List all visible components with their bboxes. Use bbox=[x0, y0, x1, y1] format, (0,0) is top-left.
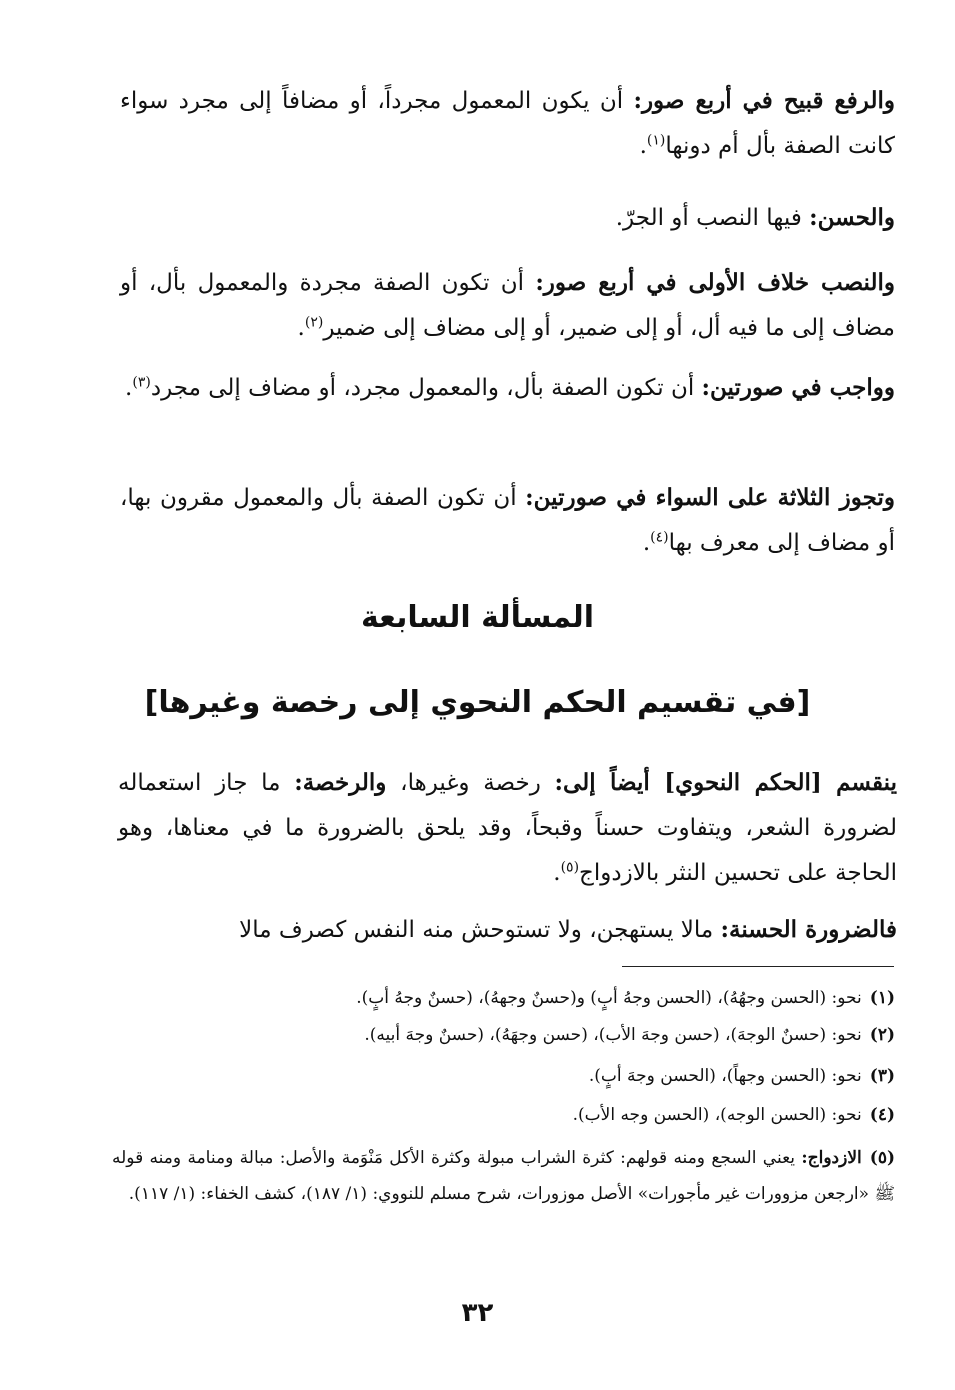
paragraph-end: . bbox=[297, 315, 305, 341]
footnote-text: نحو: (الحسن وجهُهُ)، (الحسن وجهُ أبٍ) و(حسنٌ وجههُ)، (حسنٌ وجهُ أبٍ). bbox=[356, 988, 862, 1008]
paragraph-lead: والرفع قبيح في أربع صور: bbox=[633, 87, 895, 114]
paragraph-thalatha bbox=[120, 475, 895, 566]
paragraph-text: أن تكون الصفة بأل، والمعمول مجرد، أو مضاف إلى مجرد bbox=[150, 375, 702, 401]
paragraph-text: مالا يستهجن، ولا تستوحش منه النفس كصرف مالا bbox=[239, 917, 721, 943]
footnote-1 bbox=[112, 980, 895, 1016]
footnote-number: (١) bbox=[869, 988, 895, 1008]
paragraph-text: رخصة وغيرها، bbox=[386, 770, 555, 796]
footnote-number: (٢) bbox=[869, 1025, 895, 1045]
paragraph-text: أن تكون الصفة بأل والمعمول مقرون بها، أو مضاف إلى معرف بها bbox=[120, 485, 895, 556]
footnote-2 bbox=[112, 1017, 895, 1053]
section-subtitle: [في تقسيم الحكم النحوي إلى رخصة وغيرها] bbox=[144, 685, 811, 720]
paragraph-text: أن تكون الصفة مجردة والمعمول بأل، أو مضاف إلى ما فيه أل، أو إلى ضمير، أو إلى مضاف إلى ضمير bbox=[120, 270, 895, 341]
paragraph-raf bbox=[120, 78, 895, 169]
paragraph-lead: وواجب في صورتين: bbox=[701, 374, 895, 401]
paragraph-lead: والنصب خلاف الأولى في أربع صور: bbox=[535, 269, 895, 296]
page-number: ٣٢ bbox=[461, 1298, 494, 1328]
footnote-ref[interactable]: (٤) bbox=[650, 529, 669, 546]
footnote-separator bbox=[622, 966, 894, 967]
footnote-ref[interactable]: (٣) bbox=[132, 374, 151, 391]
paragraph-end: . bbox=[642, 530, 651, 556]
paragraph-nasb bbox=[120, 260, 895, 351]
paragraph-lead: والحسن: bbox=[809, 204, 895, 231]
paragraph-lead: وتجوز الثلاثة على السواء في صورتين: bbox=[525, 484, 895, 511]
footnote-3 bbox=[112, 1058, 895, 1094]
footnote-text: يعني السجع ومنه قولهم: كثرة الشراب مبولة وكثرة الأكل مَنْوَمة والأصل: مبالة ومنامة ومنه قوله ﷺ «ارجعن مزوورات غير مأجورات» الأصل موزورات، شرح مسلم للنووي: (١/ ١٨٧)، كشف الخفاء: (١/ ١١٧). bbox=[112, 1148, 895, 1204]
footnote-4 bbox=[112, 1097, 895, 1133]
footnote-ref[interactable]: (٢) bbox=[304, 314, 324, 331]
footnote-ref[interactable]: (١) bbox=[646, 132, 666, 149]
paragraph-husn bbox=[120, 195, 895, 241]
paragraph-text: فيها النصب أو الجرّ. bbox=[615, 205, 810, 231]
paragraph-rukhsa bbox=[118, 760, 897, 896]
footnote-text: نحو: (الحسن الوجه)، (الحسن وجه الأب). bbox=[572, 1105, 862, 1125]
footnote-number: (٣) bbox=[869, 1066, 895, 1086]
footnote-number: (٥) bbox=[869, 1148, 895, 1168]
footnote-term: الازدواج: bbox=[801, 1148, 862, 1168]
paragraph-lead: فالضرورة الحسنة: bbox=[720, 916, 897, 943]
footnote-ref[interactable]: (٥) bbox=[560, 859, 580, 876]
footnote-number: (٤) bbox=[869, 1105, 895, 1125]
paragraph-text: أن يكون المعمول مجرداً، أو مضافاً إلى مجرد سواء كانت الصفة بأل أم دونها bbox=[120, 88, 895, 159]
footnote-text: نحو: (الحسن وجهاً)، (الحسن وجهَ أبٍ). bbox=[588, 1066, 862, 1086]
paragraph-term: والرخصة: bbox=[294, 769, 387, 796]
paragraph-text: ما جاز استعماله لضرورة الشعر، ويتفاوت حسناً وقبحاً، وقد يلحق بالضرورة ما في معناها، وهو الحاجة على تحسين النثر بالازدواج bbox=[118, 770, 897, 886]
footnote-text: نحو: (حسنٌ الوجهَ)، (حسن وجهَ الأب)، (حسن وجهَهُ)، (حسنٌ وجهَ أبيه). bbox=[364, 1025, 862, 1045]
paragraph-end: . bbox=[125, 375, 133, 401]
paragraph-darura bbox=[118, 907, 897, 953]
section-title: المسألة السابعة bbox=[360, 600, 595, 635]
paragraph-end: . bbox=[639, 133, 647, 159]
paragraph-wajib bbox=[120, 365, 895, 411]
paragraph-end: . bbox=[553, 860, 561, 886]
footnote-5 bbox=[112, 1140, 895, 1212]
paragraph-lead: ينقسم [الحكم النحوي] أيضاً إلى: bbox=[554, 769, 897, 796]
